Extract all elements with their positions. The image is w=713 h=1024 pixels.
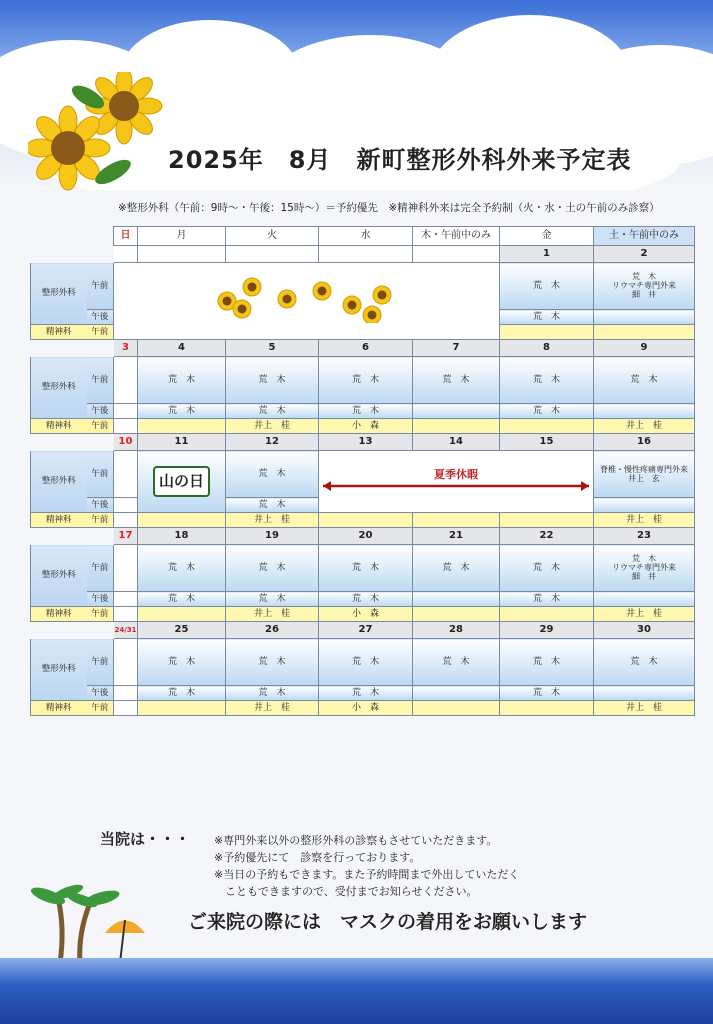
sunflower-decoration xyxy=(28,72,168,192)
am-cell-line: 荒 木 xyxy=(442,374,470,385)
am-cell xyxy=(114,545,138,592)
am-cell xyxy=(500,545,594,592)
day-number-row xyxy=(31,246,695,263)
day-number-spacer xyxy=(31,622,114,639)
day-number: 3 xyxy=(114,340,138,357)
psych-cell: 井上 桂 xyxy=(226,513,319,528)
footer-note: こともできますので、受付までお知らせください。 xyxy=(214,885,478,898)
row-label-am: 午前 xyxy=(87,545,114,592)
pm-cell: 荒 木 xyxy=(319,404,413,419)
psych-cell: 井上 桂 xyxy=(226,419,319,434)
am-cell xyxy=(319,357,413,404)
psych-cell xyxy=(319,513,413,528)
am-cell-line: 細 井 xyxy=(632,290,656,299)
footer-lead: 当院は・・・ xyxy=(100,830,191,848)
am-cell xyxy=(594,545,695,592)
pm-cell: 荒 木 xyxy=(319,686,413,701)
psych-cell xyxy=(500,513,594,528)
am-cell-line: 荒 木 xyxy=(351,656,379,667)
sunflowers-icon xyxy=(212,277,402,323)
day-number: 4 xyxy=(138,340,226,357)
header-blank xyxy=(31,227,114,246)
vacation-label: 夏季休暇 xyxy=(434,467,478,481)
pm-cell: 荒 木 xyxy=(500,404,594,419)
pm-cell: 荒 木 xyxy=(138,404,226,419)
row-label-seishin: 精神科 xyxy=(31,325,87,340)
am-cell-line: 荒 木 xyxy=(632,554,656,563)
footer-note: ※専門外来以外の整形外科の診察もさせていただきます。 xyxy=(214,834,498,847)
psych-cell xyxy=(500,607,594,622)
psych-cell xyxy=(594,325,695,340)
weekday-header-mon: 月 xyxy=(138,227,226,246)
am-cell xyxy=(413,545,500,592)
psych-cell: 井上 桂 xyxy=(594,513,695,528)
row-label-am: 午前 xyxy=(87,419,114,434)
day-number-spacer xyxy=(31,246,114,263)
psych-cell xyxy=(138,513,226,528)
psych-cell: 井上 桂 xyxy=(594,419,695,434)
row-label-am: 午前 xyxy=(87,639,114,686)
am-cell xyxy=(594,263,695,310)
row-label-seikei: 整形外科 xyxy=(31,263,87,325)
day-number: 26 xyxy=(226,622,319,639)
sea-background xyxy=(0,958,713,1024)
day-number: 7 xyxy=(413,340,500,357)
psych-cell: 小 森 xyxy=(319,419,413,434)
palm-tree-icon xyxy=(20,878,150,968)
pm-row xyxy=(31,404,695,419)
day-number: 2 xyxy=(594,246,695,263)
pm-cell: 荒 木 xyxy=(500,310,594,325)
row-label-am: 午前 xyxy=(87,513,114,528)
row-label-seishin: 精神科 xyxy=(31,419,87,434)
row-label-am: 午前 xyxy=(87,263,114,310)
psych-row xyxy=(31,701,695,716)
am-cell-line: 井上 玄 xyxy=(628,473,660,483)
am-cell xyxy=(319,639,413,686)
day-number: 6 xyxy=(319,340,413,357)
day-number: 13 xyxy=(319,434,413,451)
day-number: 8 xyxy=(500,340,594,357)
psych-cell xyxy=(413,607,500,622)
pm-cell: 荒 木 xyxy=(226,592,319,607)
am-cell-line: 荒 木 xyxy=(258,562,286,573)
day-number-row xyxy=(31,434,695,451)
psych-cell xyxy=(114,419,138,434)
row-label-seishin: 精神科 xyxy=(31,513,87,528)
psych-cell xyxy=(114,701,138,716)
day-number: 29 xyxy=(500,622,594,639)
weekday-header-fri: 金 xyxy=(500,227,594,246)
day-number-spacer xyxy=(31,340,114,357)
am-cell-line: 荒 木 xyxy=(442,656,470,667)
psych-cell xyxy=(114,607,138,622)
day-number-spacer xyxy=(31,434,114,451)
am-cell-line: リウマチ専門外来 xyxy=(612,281,676,290)
pm-cell xyxy=(114,686,138,701)
row-label-pm: 午後 xyxy=(87,404,114,419)
day-number-row xyxy=(31,528,695,545)
psych-cell xyxy=(114,513,138,528)
day-number xyxy=(226,246,319,263)
am-cell-line: 荒 木 xyxy=(258,468,286,479)
psych-cell: 井上 桂 xyxy=(226,701,319,716)
am-cell-line: 細 井 xyxy=(632,572,656,581)
am-cell-line: 荒 木 xyxy=(532,374,560,385)
pm-cell xyxy=(594,404,695,419)
pm-cell: 荒 木 xyxy=(226,686,319,701)
am-cell-line: 脊椎・慢性疼痛専門外来 xyxy=(600,464,688,474)
sunflower-banner xyxy=(114,263,500,340)
row-label-seikei: 整形外科 xyxy=(31,639,87,701)
psych-cell: 小 森 xyxy=(319,607,413,622)
schedule-note: ※整形外科（午前：9時～・午後：15時～）＝予約優先 ※精神科外来は完全予約制（火・水・土の午前のみ診察） xyxy=(118,202,660,214)
day-number: 22 xyxy=(500,528,594,545)
psych-cell xyxy=(138,701,226,716)
psych-row xyxy=(31,513,695,528)
am-cell-line: 荒 木 xyxy=(532,656,560,667)
pm-cell: 荒 木 xyxy=(138,686,226,701)
day-number: 10 xyxy=(114,434,138,451)
am-cell xyxy=(226,357,319,404)
day-number: 15 xyxy=(500,434,594,451)
pm-cell: 荒 木 xyxy=(226,404,319,419)
weekday-header-wed: 水 xyxy=(319,227,413,246)
psych-cell: 井上 桂 xyxy=(594,701,695,716)
am-cell xyxy=(114,451,138,498)
psych-cell: 小 森 xyxy=(319,701,413,716)
am-cell-line: 荒 木 xyxy=(351,562,379,573)
row-label-seikei: 整形外科 xyxy=(31,357,87,419)
am-cell-line: 荒 木 xyxy=(351,374,379,385)
footer-note: ※当日の予約もできます。また予約時間まで外出していただく xyxy=(214,868,520,881)
am-cell-line: リウマチ専門外来 xyxy=(612,563,676,572)
am-cell-line: 荒 木 xyxy=(258,374,286,385)
day-number: 19 xyxy=(226,528,319,545)
pm-cell xyxy=(594,592,695,607)
row-label-seikei: 整形外科 xyxy=(31,545,87,607)
am-cell xyxy=(594,639,695,686)
psych-cell xyxy=(500,325,594,340)
day-number: 9 xyxy=(594,340,695,357)
day-number: 17 xyxy=(114,528,138,545)
day-number: 30 xyxy=(594,622,695,639)
am-cell xyxy=(138,357,226,404)
day-number: 12 xyxy=(226,434,319,451)
am-cell-line: 荒 木 xyxy=(630,656,658,667)
day-number: 5 xyxy=(226,340,319,357)
pm-cell xyxy=(114,404,138,419)
day-number xyxy=(138,246,226,263)
am-cell xyxy=(500,639,594,686)
am-cell-line: 荒 木 xyxy=(167,562,195,573)
am-cell xyxy=(114,639,138,686)
header-row xyxy=(31,227,695,246)
day-number: 20 xyxy=(319,528,413,545)
psych-row xyxy=(31,607,695,622)
footer-notes xyxy=(214,832,519,900)
day-number-row xyxy=(31,622,695,639)
day-number: 14 xyxy=(413,434,500,451)
am-cell xyxy=(226,451,319,498)
row-label-am: 午前 xyxy=(87,357,114,404)
am-cell xyxy=(594,357,695,404)
day-number: 23 xyxy=(594,528,695,545)
day-number: 1 xyxy=(500,246,594,263)
am-row xyxy=(31,263,695,310)
day-number-row xyxy=(31,340,695,357)
am-cell-line: 荒 木 xyxy=(167,374,195,385)
pm-cell xyxy=(594,498,695,513)
am-cell-line: 荒 木 xyxy=(442,562,470,573)
row-label-pm: 午後 xyxy=(87,592,114,607)
am-cell-line: 荒 木 xyxy=(167,656,195,667)
pm-cell xyxy=(114,592,138,607)
psych-cell xyxy=(413,513,500,528)
pm-cell xyxy=(114,498,138,513)
day-number-spacer xyxy=(31,528,114,545)
day-number xyxy=(114,246,138,263)
day-number: 25 xyxy=(138,622,226,639)
psych-cell xyxy=(500,419,594,434)
weekday-header-tue: 火 xyxy=(226,227,319,246)
psych-cell: 井上 桂 xyxy=(226,607,319,622)
am-cell xyxy=(226,545,319,592)
pm-cell: 荒 木 xyxy=(226,498,319,513)
row-label-seishin: 精神科 xyxy=(31,607,87,622)
weekday-header-thu: 木・午前中のみ xyxy=(413,227,500,246)
am-row xyxy=(31,639,695,686)
page-title: 2025年 8月 新町整形外科外来予定表 xyxy=(168,146,632,174)
am-cell-line: 荒 木 xyxy=(532,280,560,291)
am-cell xyxy=(413,357,500,404)
weekday-header-sat: 土・午前中のみ xyxy=(594,227,695,246)
am-cell xyxy=(138,545,226,592)
schedule-table xyxy=(30,226,695,716)
day-number xyxy=(413,246,500,263)
pm-cell xyxy=(413,686,500,701)
pm-cell: 荒 木 xyxy=(319,592,413,607)
footer-note: ※予約優先にて 診察を行っております。 xyxy=(214,851,421,864)
row-label-seishin: 精神科 xyxy=(31,701,87,716)
mask-notice: ご来院の際には マスクの着用をお願いします xyxy=(188,911,588,933)
day-number: 24/31 xyxy=(114,622,138,639)
am-cell-line: 荒 木 xyxy=(532,562,560,573)
holiday-badge xyxy=(153,466,210,497)
am-cell xyxy=(114,357,138,404)
am-row xyxy=(31,357,695,404)
am-row xyxy=(31,451,695,498)
pm-cell xyxy=(413,404,500,419)
pm-cell xyxy=(594,310,695,325)
day-number xyxy=(319,246,413,263)
am-cell xyxy=(138,639,226,686)
double-arrow-icon xyxy=(321,480,591,492)
pm-cell xyxy=(413,592,500,607)
psych-cell xyxy=(413,419,500,434)
row-label-am: 午前 xyxy=(87,325,114,340)
am-cell xyxy=(500,357,594,404)
day-number: 11 xyxy=(138,434,226,451)
pm-cell xyxy=(594,686,695,701)
row-label-am: 午前 xyxy=(87,701,114,716)
pm-row xyxy=(31,686,695,701)
psych-cell xyxy=(138,607,226,622)
psych-cell xyxy=(138,419,226,434)
day-number: 28 xyxy=(413,622,500,639)
pm-cell: 荒 木 xyxy=(500,592,594,607)
pm-row xyxy=(31,592,695,607)
am-cell-line: 荒 木 xyxy=(632,272,656,281)
psych-cell: 井上 桂 xyxy=(594,607,695,622)
am-cell xyxy=(594,451,695,498)
vacation-cell xyxy=(319,451,594,513)
am-cell xyxy=(500,263,594,310)
row-label-pm: 午後 xyxy=(87,310,114,325)
am-cell xyxy=(226,639,319,686)
psych-row xyxy=(31,419,695,434)
am-row xyxy=(31,545,695,592)
row-label-pm: 午後 xyxy=(87,498,114,513)
am-cell xyxy=(413,639,500,686)
row-label-am: 午前 xyxy=(87,607,114,622)
holiday-label: 山の日 xyxy=(158,472,204,490)
pm-cell: 荒 木 xyxy=(138,592,226,607)
day-number: 18 xyxy=(138,528,226,545)
day-number: 21 xyxy=(413,528,500,545)
psych-cell xyxy=(413,701,500,716)
day-number: 27 xyxy=(319,622,413,639)
psych-cell xyxy=(500,701,594,716)
day-number: 16 xyxy=(594,434,695,451)
row-label-seikei: 整形外科 xyxy=(31,451,87,513)
am-cell-line: 荒 木 xyxy=(258,656,286,667)
row-label-pm: 午後 xyxy=(87,686,114,701)
am-cell-line: 荒 木 xyxy=(630,374,658,385)
holiday-cell xyxy=(138,451,226,513)
pm-cell: 荒 木 xyxy=(500,686,594,701)
row-label-am: 午前 xyxy=(87,451,114,498)
am-cell xyxy=(319,545,413,592)
weekday-header-sun: 日 xyxy=(114,227,138,246)
